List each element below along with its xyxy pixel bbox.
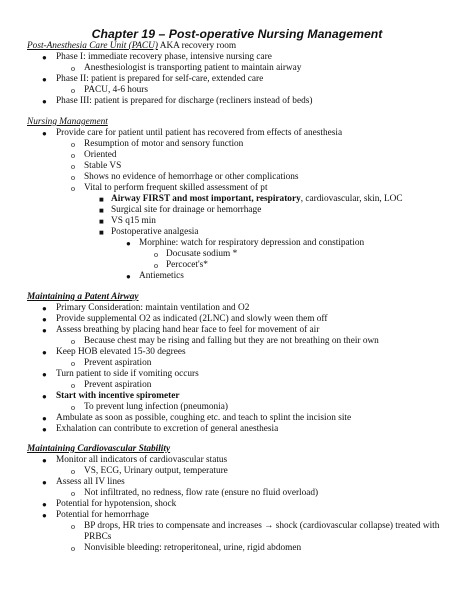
- list-item: [84, 161, 121, 172]
- line-text: Shows no evidence of hemorrhage or other complications: [84, 172, 299, 182]
- list-item: [84, 358, 151, 369]
- line-text: Phase II: patient is prepared for self-care, extended care: [56, 74, 264, 84]
- line-text: Percocet's*: [166, 260, 208, 270]
- line-text: Assess all IV lines: [56, 477, 125, 487]
- list-item: [56, 499, 176, 510]
- list-item: [139, 238, 364, 249]
- sub-bullet-icon: o: [71, 173, 75, 182]
- line-text: Post-Anesthesia Care Unit (PACU): [27, 41, 158, 51]
- line-text: Airway FIRST and most important, respiratory: [111, 194, 301, 204]
- sub-bullet-icon: o: [71, 184, 75, 193]
- bullet-icon: ●: [42, 500, 47, 509]
- square-bullet-icon: ■: [99, 195, 104, 204]
- list-item: [84, 380, 151, 391]
- line-text: Keep HOB elevated 15-30 degrees: [56, 347, 186, 357]
- list-item: [56, 303, 249, 314]
- line-text: Nursing Management: [27, 117, 108, 127]
- line-text: Start with incentive spirometer: [56, 391, 180, 401]
- bullet-icon: ●: [42, 97, 47, 106]
- bullet-icon: ●: [42, 304, 47, 313]
- list-item: [56, 314, 327, 325]
- bullet-icon: ●: [42, 53, 47, 62]
- sub-bullet-icon: o: [71, 64, 75, 73]
- bullet-icon: ●: [126, 272, 131, 281]
- bullet-icon: ●: [42, 414, 47, 423]
- section-heading: [27, 117, 108, 128]
- list-item: [84, 488, 318, 499]
- list-item: [56, 413, 351, 424]
- line-text: PACU, 4-6 hours: [84, 85, 148, 95]
- line-text: Docusate sodium *: [166, 249, 238, 259]
- list-item: [56, 477, 125, 488]
- list-item: [56, 52, 272, 63]
- list-item: [56, 347, 186, 358]
- line-tail-text: , cardiovascular, skin, LOC: [300, 194, 403, 204]
- line-text: Not infiltrated, no redness, flow rate (ensure no fluid overload): [84, 488, 319, 498]
- list-item: [166, 249, 237, 260]
- line-text: Assess breathing by placing hand hear face to feel for movement of air: [56, 325, 320, 335]
- list-item: [56, 424, 278, 435]
- line-text: To prevent lung infection (pneumonia): [84, 402, 228, 412]
- list-item: [84, 63, 301, 74]
- line-text: Monitor all indicators of cardiovascular status: [56, 455, 228, 465]
- list-item: [84, 532, 111, 543]
- list-item: [84, 172, 299, 183]
- list-item: [111, 194, 403, 205]
- sub-bullet-icon: o: [71, 467, 75, 476]
- page-title: Chapter 19 – Post-operative Nursing Management: [91, 27, 383, 41]
- sub-bullet-icon: o: [71, 140, 75, 149]
- sub-bullet-icon: o: [71, 337, 75, 346]
- sub-bullet-icon: o: [71, 489, 75, 498]
- section-heading: [27, 444, 170, 455]
- line-text: Primary Consideration: maintain ventilation and O2: [56, 303, 250, 313]
- sub-bullet-icon: o: [71, 359, 75, 368]
- list-item: [84, 139, 243, 150]
- sub-bullet-icon: o: [154, 261, 158, 270]
- line-text: Vital to perform frequent skilled assessment of pt: [84, 183, 268, 193]
- bullet-icon: ●: [42, 425, 47, 434]
- bullet-icon: ●: [126, 239, 131, 248]
- line-text: Resumption of motor and sensory function: [84, 139, 244, 149]
- list-item: [84, 85, 148, 96]
- section-heading: [27, 41, 236, 52]
- list-item: [56, 96, 312, 107]
- line-text: Antiemetics: [139, 271, 184, 281]
- sub-bullet-icon: o: [154, 250, 158, 259]
- line-text: Morphine: watch for respiratory depression and constipation: [139, 238, 365, 248]
- line-text: Stable VS: [84, 161, 122, 171]
- section-heading: [27, 292, 139, 303]
- sub-bullet-icon: o: [71, 162, 75, 171]
- list-item: [84, 183, 268, 194]
- line-text: Maintaining Cardiovascular Stability: [27, 444, 171, 454]
- sub-bullet-icon: o: [71, 403, 75, 412]
- sub-bullet-icon: o: [71, 381, 75, 390]
- list-item: [166, 260, 208, 271]
- line-text: Surgical site for drainage or hemorrhage: [111, 205, 262, 215]
- list-item: [84, 336, 379, 347]
- list-item: [84, 543, 301, 554]
- list-item: [56, 74, 263, 85]
- bullet-icon: ●: [42, 370, 47, 379]
- line-text: Potential for hemorrhage: [56, 510, 149, 520]
- line-text: Maintaining a Patent Airway: [27, 292, 139, 302]
- line-text: Provide care for patient until patient has recovered from effects of anesthesia: [56, 128, 343, 138]
- list-item: [84, 402, 228, 413]
- line-text: Because chest may be rising and falling but they are not breathing on their own: [84, 336, 379, 346]
- sub-bullet-icon: o: [71, 544, 75, 553]
- square-bullet-icon: ■: [99, 206, 104, 215]
- list-item: [111, 205, 261, 216]
- line-text: Phase III: patient is prepared for discharge (recliners instead of beds): [56, 96, 313, 106]
- bullet-icon: ●: [42, 348, 47, 357]
- bullet-icon: ●: [42, 129, 47, 138]
- line-text: Ambulate as soon as possible, coughing etc. and teach to splint the incision site: [56, 413, 352, 423]
- list-item: [111, 227, 199, 238]
- list-item: [56, 128, 342, 139]
- sub-bullet-icon: o: [71, 86, 75, 95]
- list-item: [139, 271, 184, 282]
- line-text: Postoperative analgesia: [111, 227, 199, 237]
- line-text: Nonvisible bleeding: retroperitoneal, urine, rigid abdomen: [84, 543, 302, 553]
- list-item: [84, 521, 439, 532]
- line-text: Prevent aspiration: [84, 358, 152, 368]
- bullet-icon: ●: [42, 75, 47, 84]
- bullet-icon: ●: [42, 326, 47, 335]
- sub-bullet-icon: o: [71, 151, 75, 160]
- bullet-icon: ●: [42, 392, 47, 401]
- list-item: [56, 510, 149, 521]
- sub-bullet-icon: o: [71, 522, 75, 531]
- line-text: BP drops, HR tries to compensate and increases → shock (cardiovascular collapse) treated with: [84, 521, 440, 531]
- list-item: [84, 150, 117, 161]
- line-text: Oriented: [84, 150, 117, 160]
- line-tail-text: AKA recovery room: [157, 41, 237, 51]
- square-bullet-icon: ■: [99, 217, 104, 226]
- square-bullet-icon: ■: [99, 228, 104, 237]
- list-item: [84, 466, 228, 477]
- list-item: [56, 325, 319, 336]
- line-text: Turn patient to side if vomiting occurs: [56, 369, 199, 379]
- line-text: Prevent aspiration: [84, 380, 152, 390]
- bullet-icon: ●: [42, 478, 47, 487]
- line-text: Anesthesiologist is transporting patient to maintain airway: [84, 63, 302, 73]
- list-item: [56, 369, 199, 380]
- bullet-icon: ●: [42, 511, 47, 520]
- list-item: [56, 391, 180, 402]
- list-item: [111, 216, 156, 227]
- line-text: Exhalation can contribute to excretion of general anesthesia: [56, 424, 279, 434]
- list-item: [56, 455, 227, 466]
- line-text: PRBCs: [84, 532, 112, 542]
- line-text: VS, ECG, Urinary output, temperature: [84, 466, 228, 476]
- line-text: Potential for hypotension, shock: [56, 499, 177, 509]
- line-text: Provide supplemental O2 as indicated (2LNC) and slowly ween them off: [56, 314, 328, 324]
- line-text: Phase I: immediate recovery phase, intensive nursing care: [56, 52, 272, 62]
- bullet-icon: ●: [42, 456, 47, 465]
- line-text: VS q15 min: [111, 216, 156, 226]
- bullet-icon: ●: [42, 315, 47, 324]
